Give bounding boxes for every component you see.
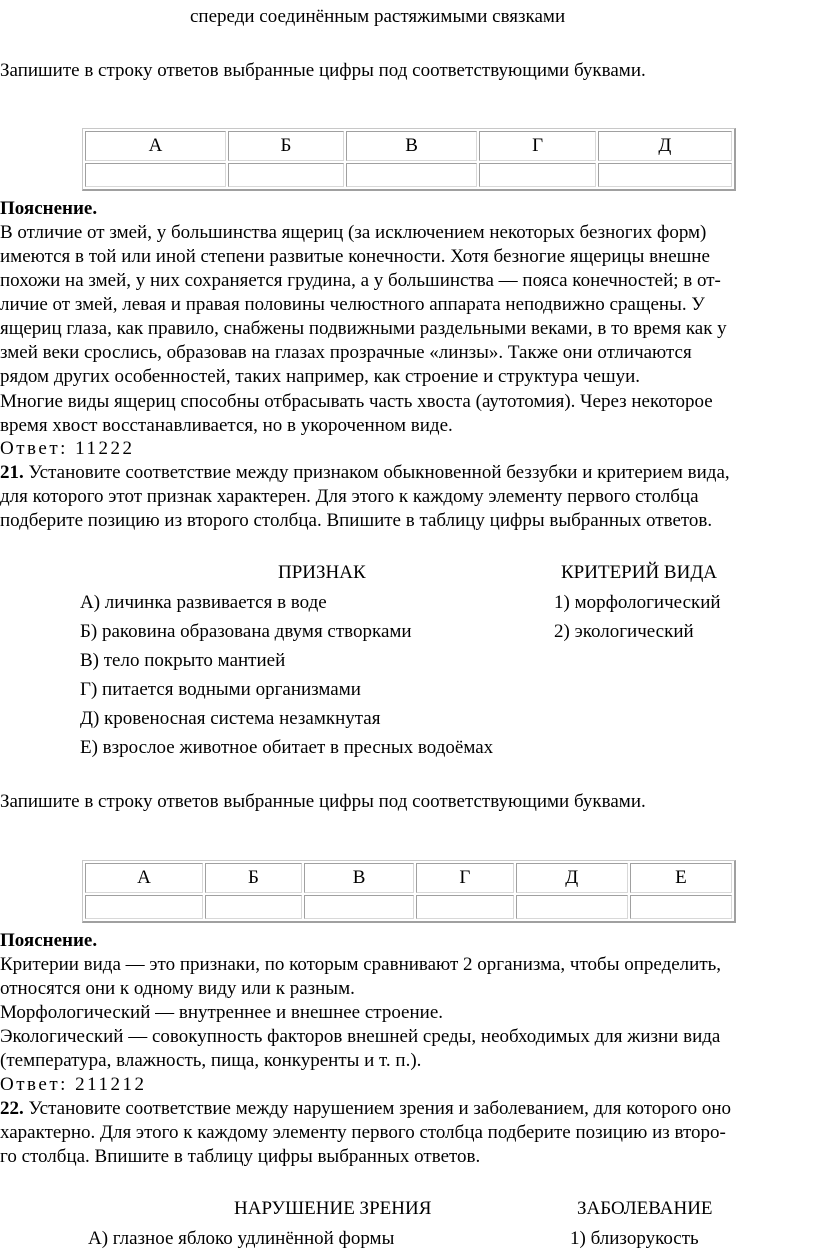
right-item: 1) морфологический	[554, 592, 721, 613]
column-header-right: ЗАБОЛЕВАНИЕ	[577, 1198, 713, 1219]
left-item: Г) питается водными организмами	[80, 679, 361, 700]
answer-cell[interactable]	[479, 163, 595, 187]
table-header-cell: Б	[228, 131, 344, 161]
explanation-line: Морфологический — внутреннее и внешнее строение.	[0, 1002, 444, 1023]
explanation-line: похожи на змей, у них сохраняется грудина, а у большинства — пояса конечностей; в от-	[0, 270, 721, 291]
answer-text: Ответ: 211212	[0, 1074, 147, 1095]
answer-cell[interactable]	[85, 895, 203, 919]
question-text: Установите соответствие между признаком обыкновенной беззубки и критерием вида,	[23, 462, 730, 483]
instruction-text: Запишите в строку ответов выбранные цифры под соответствующими буквами.	[0, 791, 646, 812]
table-header-cell: Г	[416, 863, 513, 893]
explanation-line: ящериц глаза, как правило, снабжены подвижными раздельными веками, в то время как у	[0, 318, 727, 339]
answer-cell[interactable]	[516, 895, 628, 919]
explanation-line: относятся они к одному виду или к разным.	[0, 978, 355, 999]
question-text: Установите соответствие между нарушением зрения и заболеванием, для которого оно	[23, 1098, 732, 1119]
explanation-line: рядом других особенностей, таких например, как строение и структура чешуи.	[0, 366, 641, 387]
left-item: А) личинка развивается в воде	[80, 592, 327, 613]
explanation-line: Многие виды ящериц способны отбрасывать часть хвоста (аутотомия). Через некоторое	[0, 391, 713, 412]
column-header-right: КРИТЕРИЙ ВИДА	[561, 562, 718, 583]
table-header-cell: Б	[205, 863, 302, 893]
left-item: Б) раковина образована двумя створками	[80, 621, 412, 642]
answer-cell[interactable]	[85, 163, 226, 187]
table-header-cell: А	[85, 131, 226, 161]
question-text: характерно. Для этого к каждому элементу первого столбца подберите позицию из второ-	[0, 1122, 726, 1143]
answer-cell[interactable]	[598, 163, 732, 187]
table-header-cell: В	[304, 863, 414, 893]
explanation-line: (температура, влажность, пища, конкуренты и т. п.).	[0, 1050, 422, 1071]
column-header-left: НАРУШЕНИЕ ЗРЕНИЯ	[234, 1198, 432, 1219]
explanation-title: Пояснение.	[0, 930, 98, 951]
answer-text: Ответ: 11222	[0, 438, 135, 459]
question-22-line	[0, 1098, 731, 1120]
left-item: Д) кровеносная система незамкнутая	[80, 708, 381, 729]
answer-table-2	[82, 860, 736, 923]
right-item: 2) экологический	[554, 621, 694, 642]
explanation-line: личие от змей, левая и правая половины челюстного аппарата неподвижно сращены. У	[0, 294, 705, 315]
explanation-title: Пояснение.	[0, 198, 98, 219]
answer-cell[interactable]	[416, 895, 513, 919]
explanation-line: Критерии вида — это признаки, по которым сравнивают 2 организма, чтобы определить,	[0, 954, 722, 975]
table-header-cell: Г	[479, 131, 595, 161]
question-text: го столбца. Впишите в таблицу цифры выбранных ответов.	[0, 1146, 481, 1167]
right-item: 1) близорукость	[570, 1228, 699, 1249]
table-header-cell: Е	[630, 863, 732, 893]
answer-cell[interactable]	[630, 895, 732, 919]
answer-cell[interactable]	[346, 163, 478, 187]
table-header-cell: Д	[516, 863, 628, 893]
question-21-line	[0, 462, 730, 484]
table-header-cell: Д	[598, 131, 732, 161]
left-item: Е) взрослое животное обитает в пресных водоёмах	[80, 737, 494, 758]
instruction-text: Запишите в строку ответов выбранные цифры под соответствующими буквами.	[0, 60, 646, 81]
question-number: 22.	[0, 1098, 24, 1119]
explanation-line: В отличие от змей, у большинства ящериц (за исключением некоторых безногих форм)	[0, 222, 707, 243]
continued-text: спереди соединённым растяжимыми связками	[190, 6, 566, 27]
explanation-line: имеются в той или иной степени развитые конечности. Хотя безногие ящерицы внешне	[0, 246, 710, 267]
table-header-cell: В	[346, 131, 478, 161]
answer-cell[interactable]	[205, 895, 302, 919]
question-text: для которого этот признак характерен. Для этого к каждому элементу первого столбца	[0, 486, 699, 507]
answer-cell[interactable]	[228, 163, 344, 187]
question-number: 21.	[0, 462, 24, 483]
left-item: А) глазное яблоко удлинённой формы	[88, 1228, 395, 1249]
column-header-left: ПРИЗНАК	[278, 562, 366, 583]
left-item: В) тело покрыто мантией	[80, 650, 286, 671]
explanation-line: змей веки срослись, образовав на глазах прозрачные «линзы». Также они отличаются	[0, 342, 692, 363]
answer-cell[interactable]	[304, 895, 414, 919]
question-text: подберите позицию из второго столбца. Впишите в таблицу цифры выбранных ответов.	[0, 510, 713, 531]
explanation-line: Экологический — совокупность факторов внешней среды, необходимых для жизни вида	[0, 1026, 721, 1047]
explanation-line: время хвост восстанавливается, но в укороченном виде.	[0, 415, 453, 436]
table-header-cell: А	[85, 863, 203, 893]
answer-table-1	[82, 128, 736, 191]
